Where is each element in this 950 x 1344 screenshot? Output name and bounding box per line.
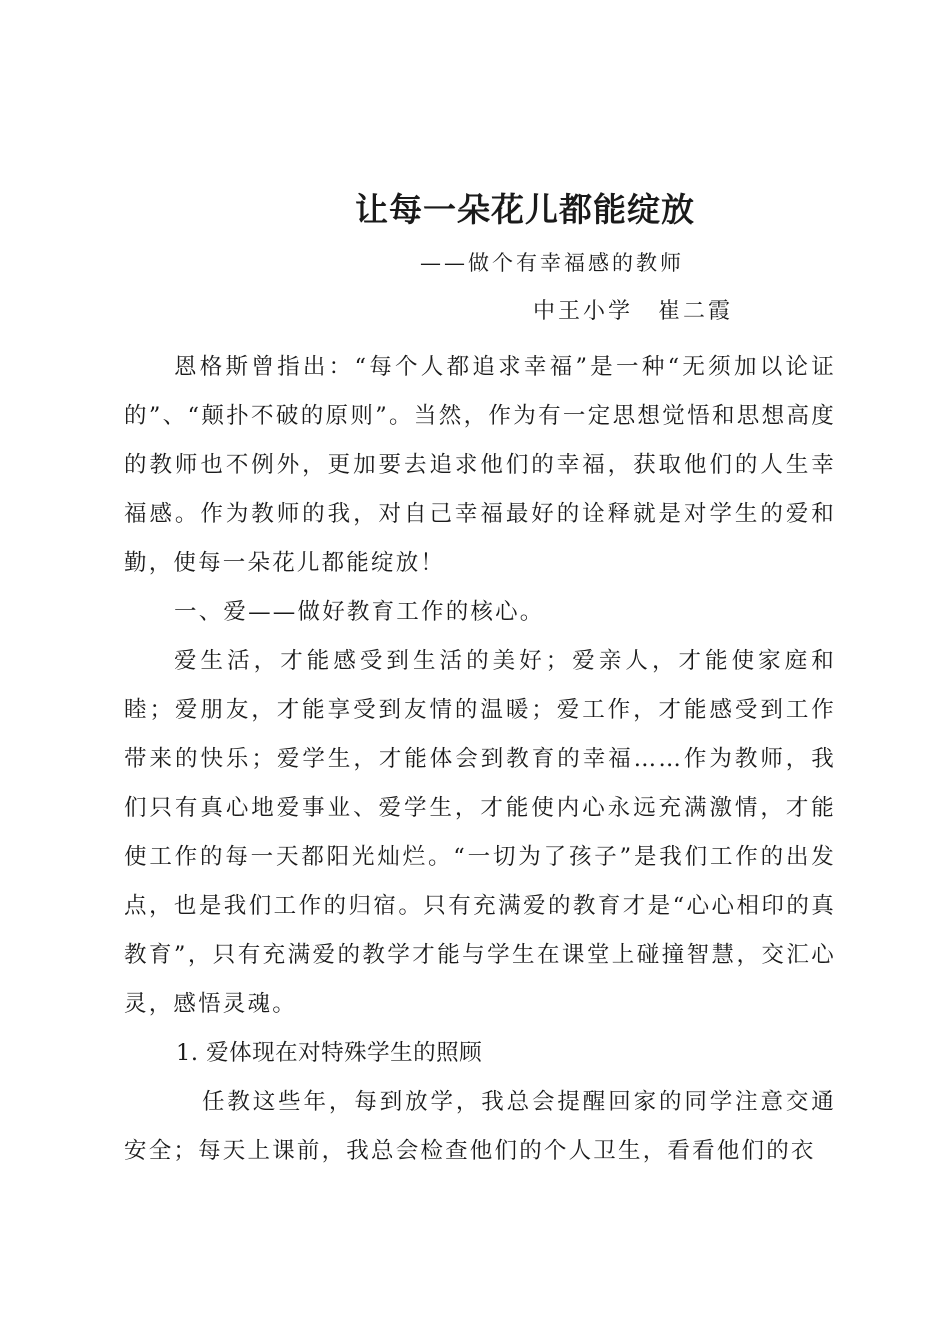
section-heading-love: 一、爱——做好教育工作的核心。 (174, 599, 545, 625)
document-subtitle: ——做个有幸福感的教师 (420, 251, 684, 275)
document-body (124, 343, 836, 1176)
paragraph-intro: 恩格斯曾指出：“每个人都追求幸福”是一种“无须加以论证的”、“颠扑不破的原则”。当然，作为有一定思想觉悟和思想高度的教师也不例外，更加要去追求他们的幸福，获取他们的人生幸福感。作为教师的我，对自己幸福最好的诠释就是对学生的爱和勤，使每一朵花儿都能绽放！ (124, 354, 836, 576)
paragraph-love: 爱生活，才能感受到生活的美好；爱亲人，才能使家庭和睦；爱朋友，才能享受到友情的温暖；爱工作，才能感受到工作带来的快乐；爱学生，才能体会到教育的幸福……作为教师，我们只有真心地爱事业、爱学生，才能使内心永远充满激情，才能使工作的每一天都阳光灿烂。“一切为了孩子”是我们工作的出发点，也是我们工作的归宿。只有充满爱的教育才是“心心相印的真教育”，只有充满爱的教学才能与学生在课堂上碰撞智慧，交汇心灵，感悟灵魂。 (124, 648, 836, 1017)
document-author: 中王小学 崔二霞 (533, 299, 734, 324)
document-title: 让每一朵花儿都能绽放 (355, 190, 695, 229)
subsection-heading-special-students: 1. 爱体现在对特殊学生的照顾 (176, 1040, 483, 1066)
paragraph-teaching-years: 任教这些年，每到放学，我总会提醒回家的同学注意交通安全；每天上课前，我总会检查他们的个人卫生，看看他们的衣 (124, 1089, 836, 1164)
